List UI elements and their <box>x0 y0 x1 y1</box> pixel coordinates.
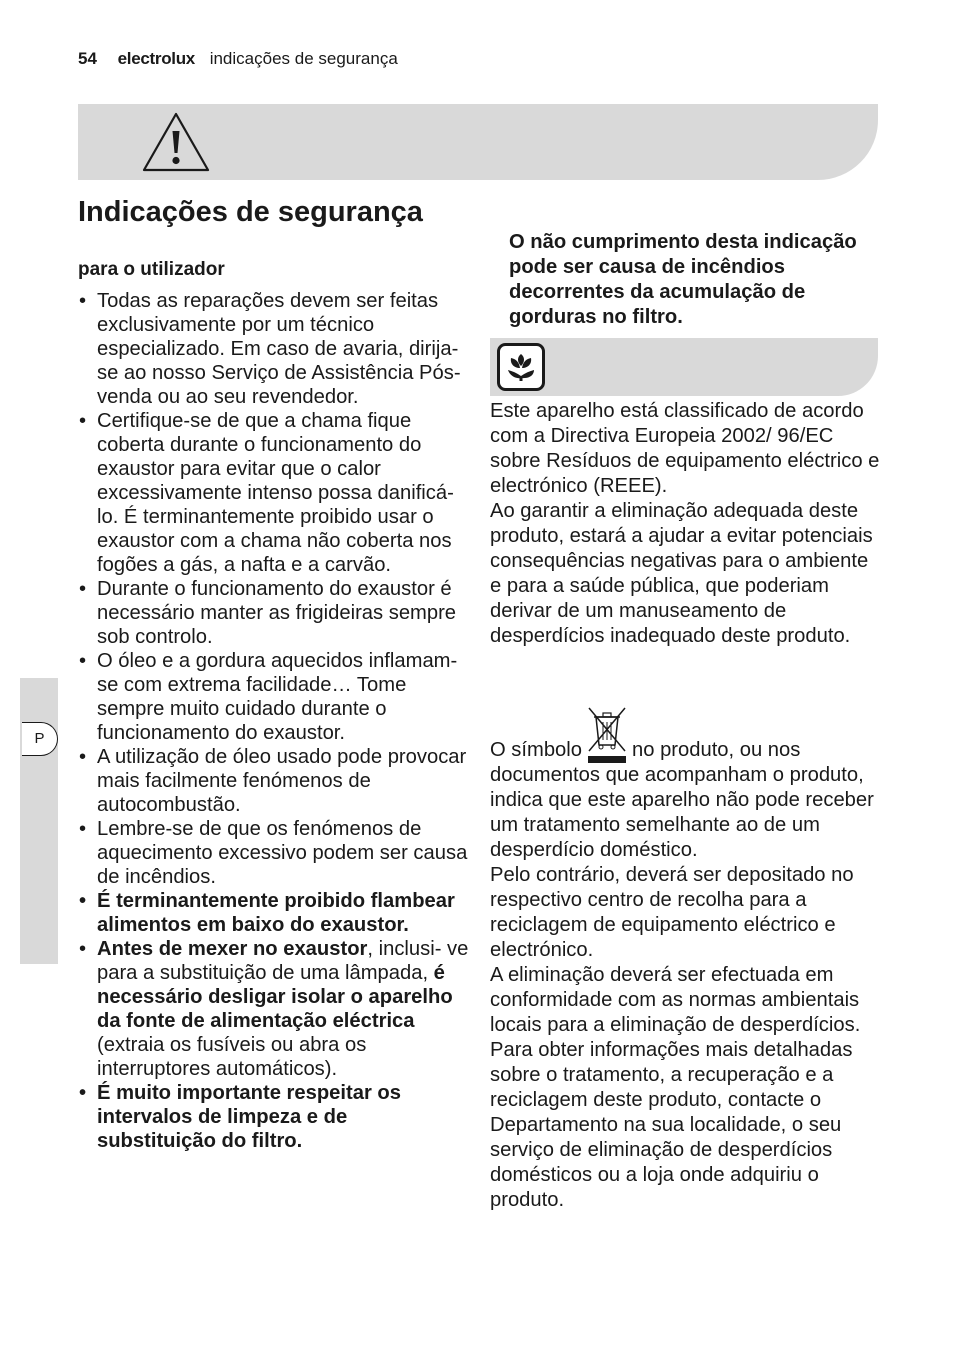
regulations-paragraph: A eliminação deverá ser efectuada em conformidade com as normas ambientais locais para a eliminação de desperdícios. <box>490 964 861 1036</box>
warning-triangle-icon <box>141 111 211 173</box>
brand-name: electrolux <box>117 49 195 68</box>
symbol-paragraph: O símbolo no produto, ou nos documentos que acompanham o produto, indica que este aparelho não pode receber um tratamento semelhante ao de um desperdício doméstico. <box>490 699 885 863</box>
page-number: 54 <box>78 49 97 68</box>
environment-banner <box>490 338 878 396</box>
crossed-out-bin-icon <box>586 705 628 765</box>
page-title: Indicações de segurança <box>78 196 423 228</box>
disposal-benefit-paragraph: Ao garantir a eliminação adequada deste produto, estará a ajudar a evitar potenciais consequências negativas para o ambiente e para a saúde pública, que poderiam derivar de um manuseamento de desperdícios inadequado deste produto. <box>490 500 873 647</box>
list-item: • Certifique-se de que a chama fique coberta durante o funcionamento do exaustor para evitar que o calor excessivamente intenso possa danificá-lo. É terminantemente proibido usar o exaustor com a chama não coberta nos fogões a gás, a nafta e a carvão. <box>78 409 470 577</box>
list-item: • A utilização de óleo usado pode provocar mais facilmente fenómenos de autocombustão. <box>78 745 470 817</box>
language-side-tab <box>20 678 58 964</box>
contact-paragraph: Para obter informações mais detalhadas sobre o tratamento, a recuperação e a reciclagem deste produto, contacte o Departamento na sua localidade, o seu serviço de eliminação de desperdícios domésticos ou a loja onde adquiriu o produto. <box>490 1039 853 1211</box>
fire-warning-text: O não cumprimento desta indicação pode ser causa de incêndios decorrentes da acumulação de gorduras no filtro. <box>509 231 857 328</box>
language-tab-label: P <box>22 722 58 756</box>
collection-paragraph: Pelo contrário, deverá ser depositado no respectivo centro de recolha para a reciclagem de equipamento eléctrico e electrónico. <box>490 864 854 961</box>
list-item: • Durante o funcionamento do exaustor é necessário manter as frigideiras sempre sob controlo. <box>78 577 470 649</box>
list-item: • Todas as reparações devem ser feitas exclusivamente por um técnico especializado. Em caso de avaria, dirija-se ao nosso Serviço de Assistência Pós-venda ou ao seu revendedor. <box>78 289 470 409</box>
list-item: • É muito importante respeitar os intervalos de limpeza e de substituição do filtro. <box>78 1081 470 1153</box>
flower-icon <box>497 343 545 391</box>
list-item: • O óleo e a gordura aquecidos inflamam-se com extrema facilidade… Tome sempre muito cuidado durante o funcionamento do exaustor. <box>78 649 470 745</box>
weee-directive-paragraph: Este aparelho está classificado de acordo com a Directiva Europeia 2002/ 96/EC sobre Resíduos de equipamento eléctrico e electrónico (REEE). <box>490 400 880 497</box>
page-header <box>78 49 398 69</box>
list-item: • É terminantemente proibido flambear alimentos em baixo do exaustor. <box>78 889 470 937</box>
section-name: indicações de segurança <box>209 49 398 68</box>
environment-text <box>490 399 885 1213</box>
section-subheading: para o utilizador <box>78 259 225 280</box>
list-item: • Antes de mexer no exaustor, inclusi- ve para a substituição de uma lâmpada, é necessário desligar isolar o aparelho da fonte de alimentação eléctrica (extraia os fusíveis ou abra os interruptores automáticos). <box>78 937 470 1081</box>
safety-list <box>78 289 470 1153</box>
list-item: • Lembre-se de que os fenómenos de aquecimento excessivo podem ser causa de incêndios. <box>78 817 470 889</box>
